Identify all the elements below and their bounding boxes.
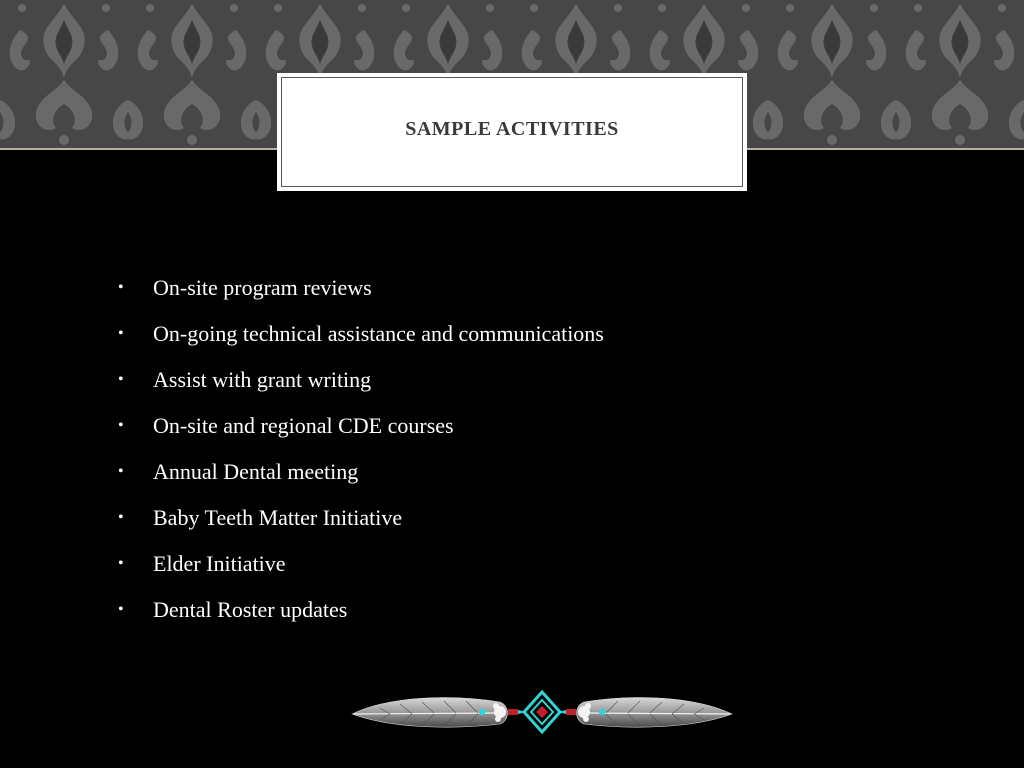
bullet-icon: •: [118, 463, 124, 480]
list-item-text: Dental Roster updates: [153, 597, 348, 622]
slide-title: SAMPLE ACTIVITIES: [405, 118, 619, 140]
list-item-text: Annual Dental meeting: [153, 459, 359, 484]
bullet-icon: •: [118, 325, 124, 342]
feather-ornament-icon: [350, 686, 734, 738]
bullet-icon: •: [118, 601, 124, 618]
title-box: [277, 73, 747, 191]
list-item-text: Baby Teeth Matter Initiative: [153, 505, 403, 530]
list-item-text: On-going technical assistance and communications: [153, 321, 604, 346]
list-item-text: Assist with grant writing: [153, 367, 372, 392]
list-item-text: On-site and regional CDE courses: [153, 413, 454, 438]
bullet-icon: •: [118, 555, 124, 572]
bullet-icon: •: [118, 279, 124, 296]
list-item-text: Elder Initiative: [153, 551, 286, 576]
bullet-icon: •: [118, 371, 124, 388]
bullet-icon: •: [118, 417, 124, 434]
bullet-icon: •: [118, 509, 124, 526]
list-item-text: On-site program reviews: [153, 275, 372, 300]
